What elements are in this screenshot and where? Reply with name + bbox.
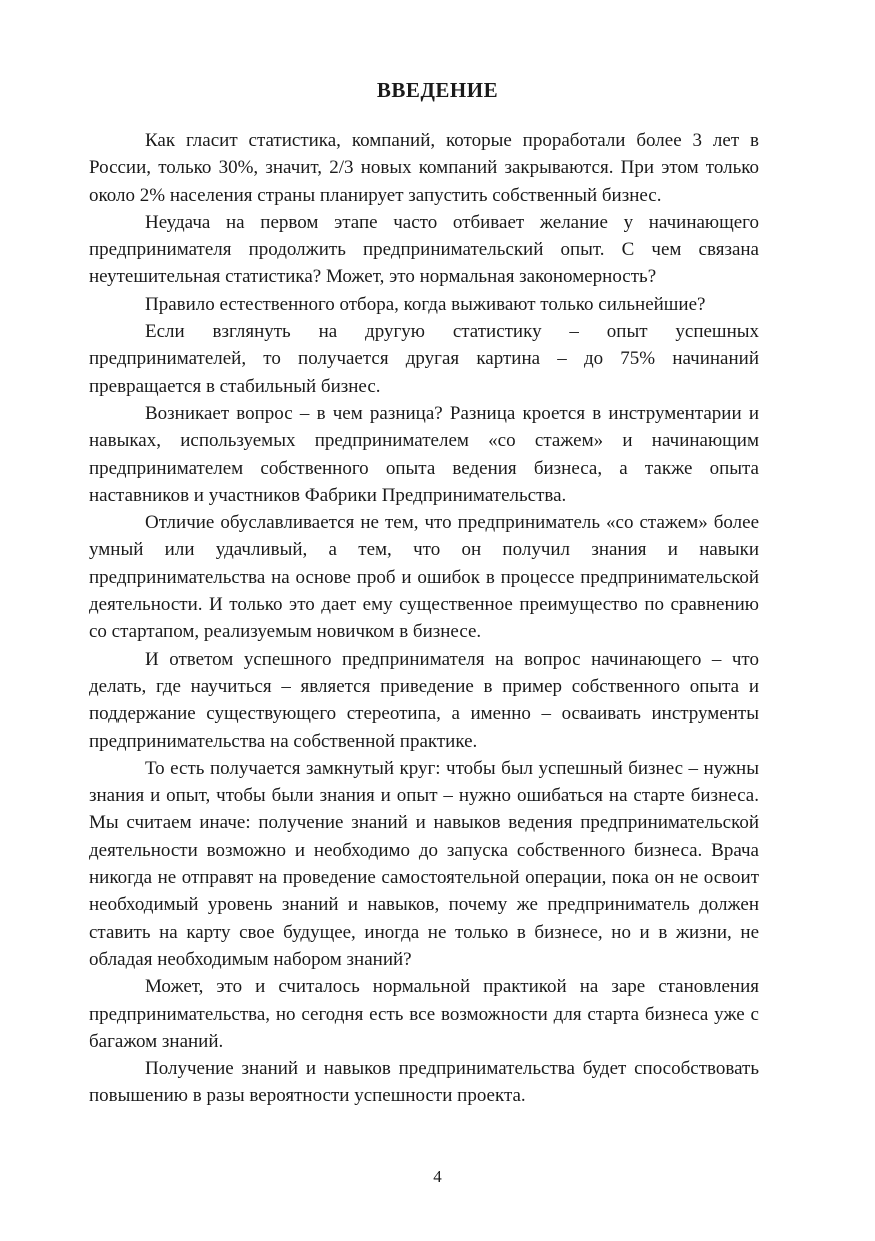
page-number: 4	[433, 1167, 442, 1186]
paragraph: Возникает вопрос – в чем разница? Разница кроется в инструментарии и навыках, используемых предпринимателем «со стажем» и начинающим предпринимателем собственного опыта ведения бизнеса, а также опыта наставников и участников Фабрики Предпринимательства.	[89, 402, 759, 506]
body-text	[89, 127, 759, 1110]
paragraph: Неудача на первом этапе часто отбивает желание у начинающего предпринимателя продолжить предпринимательский опыт. С чем связана неутешительная статистика? Может, это нормальная закономерность?	[89, 211, 759, 288]
paragraph: Может, это и считалось нормальной практикой на заре становления предпринимательства, но сегодня есть все возможности для старта бизнеса уже с багажом знаний.	[89, 976, 759, 1052]
page-title: ВВЕДЕНИЕ	[376, 78, 499, 102]
paragraph: Если взглянуть на другую статистику – опыт успешных предпринимателей, то получается другая картина – до 75% начинаний превращается в стабильный бизнес.	[89, 321, 759, 397]
paragraph: То есть получается замкнутый круг: чтобы был успешный бизнес – нужны знания и опыт, чтобы были знания и опыт – нужно ошибаться на старте бизнеса. Мы считаем иначе: получение знаний и навыков ведения предпринимательской деятельности возможно и необходимо до запуска собственного бизнеса. Врача никогда не отправят на проведение самостоятельной операции, пока он не освоит необходимый уровень знаний и навыков, почему же предприниматель должен ставить на карту свое будущее, иногда не только в бизнесе, но и в жизни, не обладая необходимым набором знаний?	[89, 757, 759, 970]
paragraph: Как гласит статистика, компаний, которые проработали более 3 лет в России, только 30%, значит, 2/3 новых компаний закрываются. При этом только около 2% населения страны планирует запустить собственный бизнес.	[89, 130, 759, 206]
paragraph: Правило естественного отбора, когда выживают только сильнейшие?	[145, 293, 706, 315]
paragraph: И ответом успешного предпринимателя на вопрос начинающего – что делать, где научиться – является приведение в пример собственного опыта и поддержание существующего стереотипа, а именно – осваивать инструменты предпринимательства на собственной практике.	[89, 648, 759, 752]
paragraph: Получение знаний и навыков предпринимательства будет способствовать повышению в разы вероятности успешности проекта.	[89, 1058, 759, 1107]
paragraph: Отличие обуславливается не тем, что предприниматель «со стажем» более умный или удачливый, а тем, что он получил знания и навыки предпринимательства на основе проб и ошибок в процессе предпринимательской деятельности. И только это дает ему существенное преимущество по сравнению со стартапом, реализуемым новичком в бизнесе.	[89, 512, 759, 643]
